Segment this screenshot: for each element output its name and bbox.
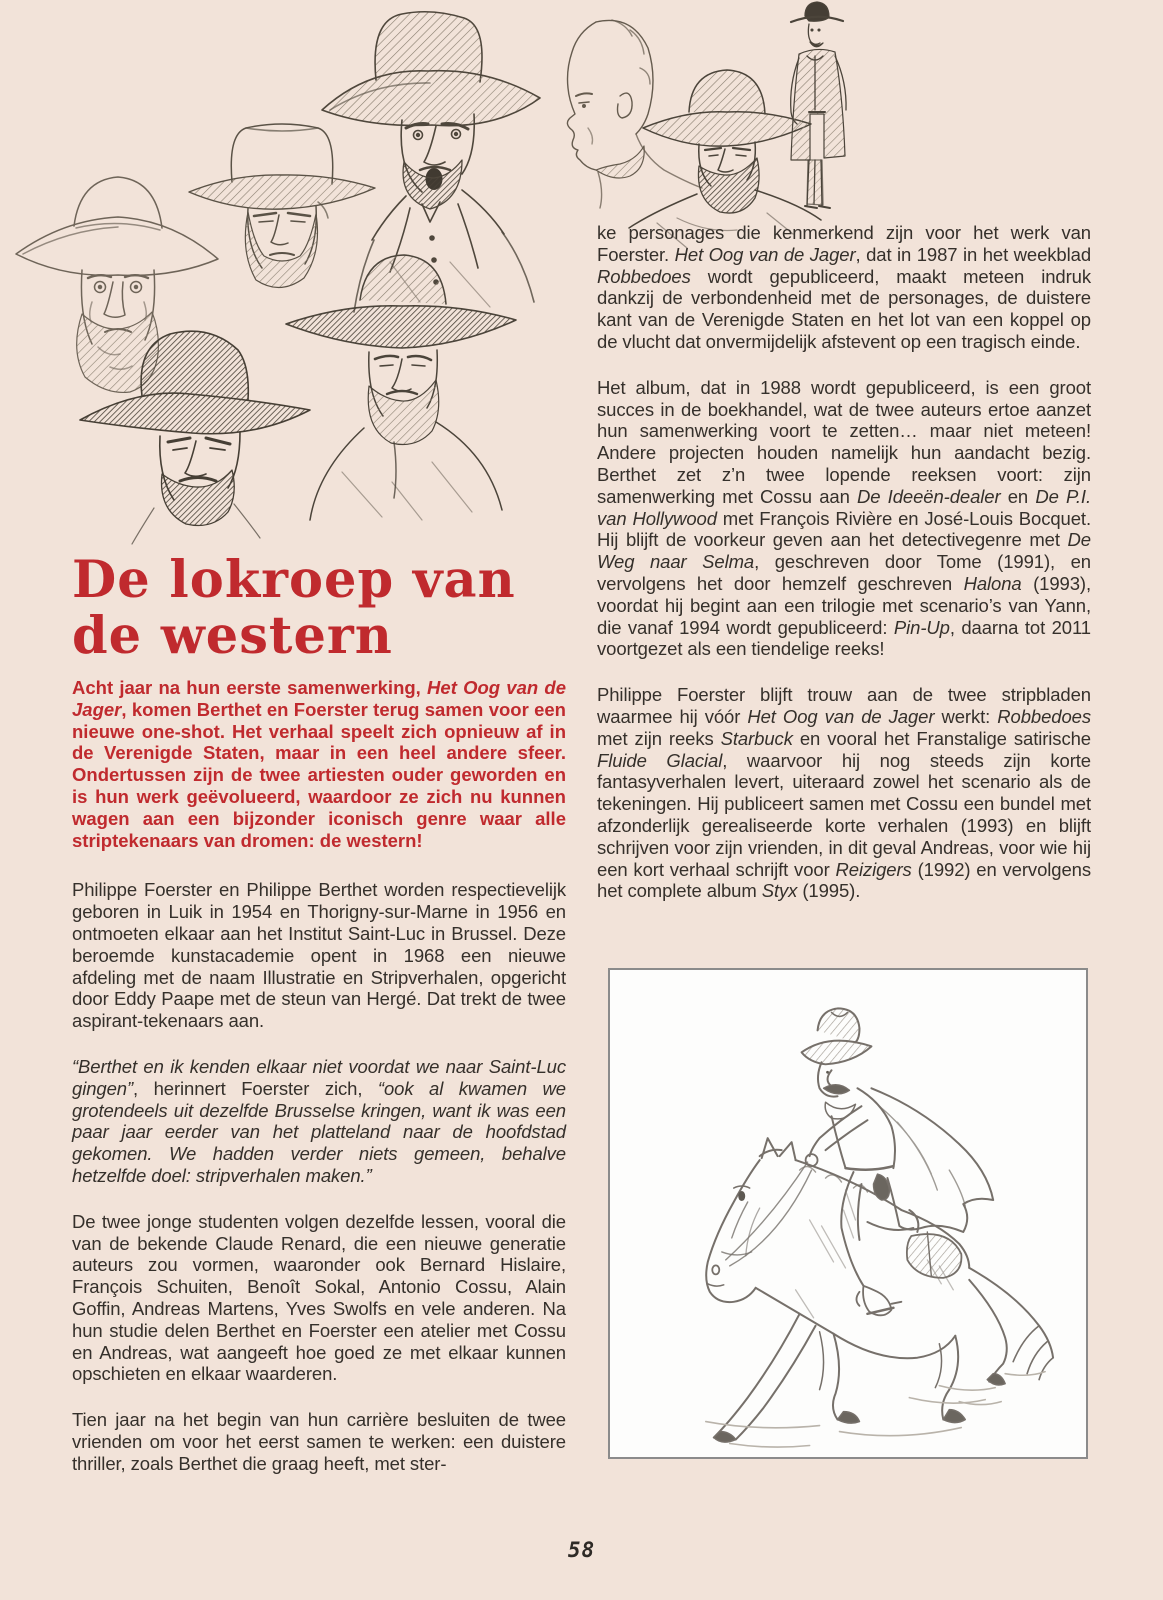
sketch-standing-figure [791, 2, 846, 208]
body-paragraph: Philippe Foerster en Philippe Berthet worden respectievelijk geboren in Luik in 1954 en Thorigny-sur-Marne in 1956 en ontmoeten elkaar aan het Institut Saint-Luc in Brussel. Deze beroemde kunstacademie opent in 1968 een nieuwe afdeling met de naam Illustratie en Stripverhalen, opgericht door Eddy Paape met de steun van Hergé. Dat trekt de twee aspirant-tekenaars aan. [72, 879, 566, 1032]
rider-sketch-frame [608, 968, 1088, 1459]
title-line-2: de western [72, 606, 393, 666]
page-number: 58 [567, 1538, 596, 1562]
left-column [72, 552, 566, 1499]
sketch-head-flat-hat [189, 124, 375, 288]
right-column [597, 222, 1091, 926]
body-paragraph: ke personages die kenmerkend zijn voor het werk van Foerster. Het Oog van de Jager, dat in 1987 in het weekblad Robbedoes wordt gepubliceerd, maakt meteen indruk dankzij de verbondenheid met de personages, de duistere kant van de Verenigde Staten en het lot van een koppel op de vlucht dat onvermijdelijk afstevent op een tragisch einde. [597, 222, 1092, 352]
intro-paragraph: Acht jaar na hun eerste samenwerking, Het Oog van de Jager, komen Berthet en Foerster terug samen voor een nieuwe one-shot. Het verhaal speelt zich opnieuw af in de Verenigde Staten, maar in een heel andere sfeer. Ondertussen zijn de twee artiesten ouder geworden en is hun werk geëvolueerd, waardoor ze zich nu kunnen wagen aan een bijzonder iconisch genre waar alle striptekenaars van dromen: de western! [72, 677, 566, 851]
sketch-bust-wide-brim [286, 255, 516, 520]
body-paragraph: De twee jonge studenten volgen dezelfde lessen, vooral die van de bekende Claude Renard, die een nieuwe generatie auteurs zou vormen, waaronder ook Bernard Hislaire, François Schuiten, Benoît Sokal, Antonio Cossu, Alain Goffin, Andreas Martens, Yves Swolfs en vele anderen. Na hun studie delen Berthet en Foerster een atelier met Cossu en Andreas, wat aangeeft hoe goed ze met elkaar kunnen opschieten en elkaar waarderen. [72, 1210, 566, 1385]
article-title [72, 552, 566, 664]
body-paragraph: Het album, dat in 1988 wordt gepubliceerd, is een groot succes in de boekhandel, wat de twee auteurs ertoe aanzet hun samenwerking voort te zetten… maar niet meteen! Andere projecten houden namelijk hun aandacht bezig. Berthet zet z’n twee lopende reeksen voort: zijn samenwerking met Cossu aan De Ideeën-dealer en De P.I. van Hollywood met François Rivière en José-Louis Bocquet. Hij blijft de voorkeur geven aan het detectivegenre met De Weg naar Selma, geschreven door Tome (1991), en vervolgens het door hemzelf geschreven Halona (1993), voordat hij begint aan een trilogie met scenario’s van Yann, die vanaf 1994 wordt gepubliceerd: Pin-Up, daarna tot 2011 voortgezet als een tiendelige reeks! [597, 376, 1091, 660]
title-line-1: De lokroep van [72, 550, 516, 610]
cowboy-on-horse-sketch-illustration [610, 970, 1086, 1457]
body-paragraph: Tien jaar na het begin van hun carrière besluiten de twee vrienden om voor het eerst samen te werken: een duistere thriller, zoals Berthet die graag heeft, met ster- [72, 1409, 566, 1474]
sketch-profile-bald-man [567, 20, 702, 208]
body-paragraph: Philippe Foerster blijft trouw aan de twee stripbladen waarmee hij vóór Het Oog van de Jager werkt: Robbedoes met zijn reeks Starbuck en vooral het Franstalige satirische Fluide Glacial, waarvoor hij nog steeds zijn korte fantasyverhalen levert, uiteraard zowel het scenario als de tekeningen. Hij publiceert samen met Cossu een bundel met afzonderlijk gerealiseerde korte verhalen (1993) en blijft schrijven voor zijn vrienden, in dit geval Andreas, voor wie hij een kort verhaal schrijft voor Reizigers (1992) en vervolgens het complete album Styx (1995). [597, 684, 1092, 902]
quote-paragraph: “Berthet en ik kenden elkaar niet voordat we naar Saint-Luc gingen”, herinnert Foerster zich, “ook al kwamen we grotendeels uit dezelfde Brusselse kringen, want ik was een paar jaar eerder van het platteland naar de hoofdstad gekomen. We hadden verder niets gemeen, behalve hetzelfde doel: stripverhalen maken.” [72, 1055, 566, 1186]
